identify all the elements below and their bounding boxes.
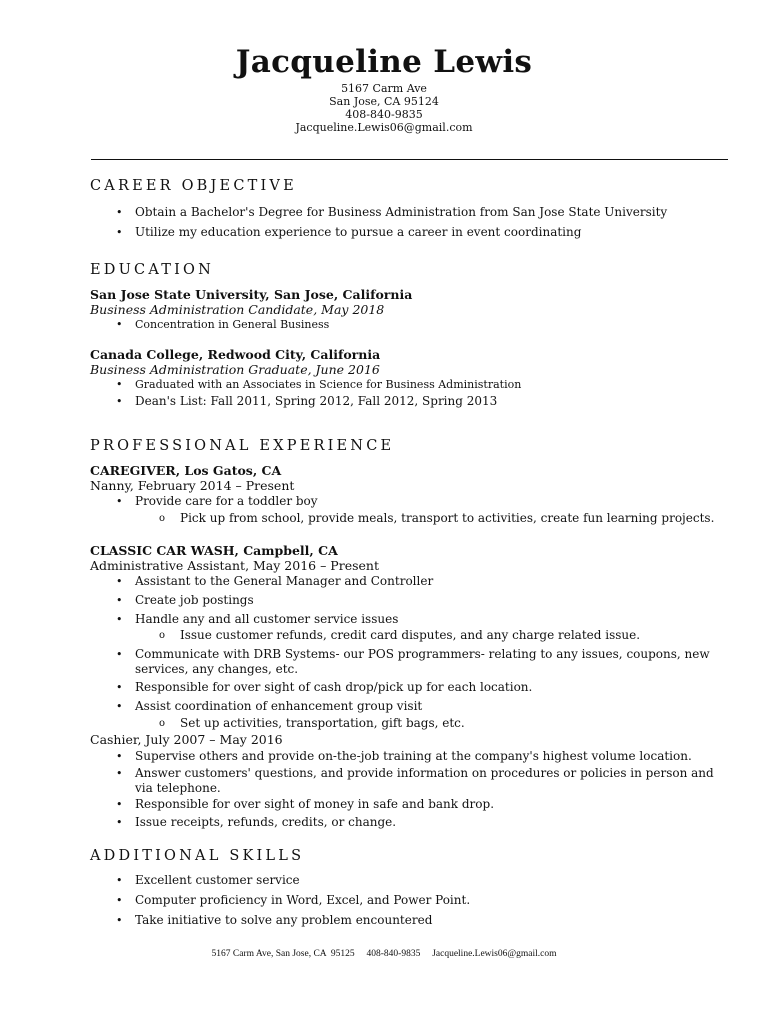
school-degree: Business Administration Candidate, May 2018 bbox=[90, 302, 385, 317]
sub-bullet: o bbox=[159, 630, 166, 641]
job-item: Supervise others and provide on-the-job training at the company's highest volume location. bbox=[135, 749, 692, 763]
bullet: • bbox=[116, 750, 123, 763]
resume-name: Jacqueline Lewis bbox=[235, 44, 533, 80]
bullet: • bbox=[116, 226, 123, 239]
section-title-experience: PROFESSIONAL EXPERIENCE bbox=[90, 438, 395, 454]
section-title-objective: CAREER OBJECTIVE bbox=[90, 178, 297, 194]
job-item: Provide care for a toddler boy bbox=[135, 494, 318, 508]
bullet: • bbox=[116, 648, 123, 661]
job-item: Issue receipts, refunds, credits, or change. bbox=[135, 815, 397, 829]
bullet: • bbox=[116, 767, 123, 780]
bullet: • bbox=[116, 874, 123, 887]
skill-item: Take initiative to solve any problem encountered bbox=[135, 913, 433, 927]
contact-street: 5167 Carm Ave bbox=[341, 82, 427, 95]
bullet: • bbox=[116, 798, 123, 811]
education-item: Concentration in General Business bbox=[135, 318, 330, 331]
job-role: Administrative Assistant, May 2016 – Present bbox=[90, 558, 379, 573]
job-subitem: Pick up from school, provide meals, transport to activities, create fun learning projects. bbox=[180, 511, 715, 525]
education-item: Dean's List: Fall 2011, Spring 2012, Fall 2012, Spring 2013 bbox=[135, 394, 498, 408]
education-item: Graduated with an Associates in Science for Business Administration bbox=[135, 378, 522, 391]
job-subitem: Set up activities, transportation, gift bags, etc. bbox=[180, 716, 465, 730]
job-item-continued: via telephone. bbox=[135, 781, 221, 795]
objective-item: Utilize my education experience to pursue a career in event coordinating bbox=[135, 225, 582, 239]
sub-bullet: o bbox=[159, 718, 166, 729]
job-item: Answer customers' questions, and provide information on procedures or policies in person and bbox=[135, 766, 714, 780]
bullet: • bbox=[116, 700, 123, 713]
section-title-education: EDUCATION bbox=[90, 262, 214, 278]
job-subitem: Issue customer refunds, credit card disputes, and any charge related issue. bbox=[180, 628, 641, 642]
job-item: Create job postings bbox=[135, 593, 254, 607]
bullet: • bbox=[116, 613, 123, 626]
header-divider bbox=[91, 159, 728, 160]
job-item: Assistant to the General Manager and Controller bbox=[135, 574, 434, 588]
school-name: San Jose State University, San Jose, California bbox=[90, 287, 413, 302]
skill-item: Computer proficiency in Word, Excel, and Power Point. bbox=[135, 893, 471, 907]
school-degree: Business Administration Graduate, June 2016 bbox=[90, 362, 380, 377]
sub-bullet: o bbox=[159, 513, 166, 524]
bullet: • bbox=[116, 206, 123, 219]
job-employer: CLASSIC CAR WASH, Campbell, CA bbox=[90, 543, 338, 558]
page-footer: 5167 Carm Ave, San Jose, CA 95125 408-840-9835 Jacqueline.Lewis06@gmail.com bbox=[211, 949, 557, 959]
contact-city: San Jose, CA 95124 bbox=[329, 95, 439, 108]
job-item-continued: services, any changes, etc. bbox=[135, 662, 299, 676]
job-employer: CAREGIVER, Los Gatos, CA bbox=[90, 463, 282, 478]
section-title-skills: ADDITIONAL SKILLS bbox=[90, 848, 305, 864]
objective-item: Obtain a Bachelor's Degree for Business Administration from San Jose State University bbox=[135, 205, 668, 219]
bullet: • bbox=[116, 395, 123, 408]
bullet: • bbox=[116, 681, 123, 694]
job-item: Communicate with DRB Systems- our POS programmers- relating to any issues, coupons, new bbox=[135, 647, 710, 661]
job-role: Nanny, February 2014 – Present bbox=[90, 478, 295, 493]
bullet: • bbox=[116, 378, 123, 391]
bullet: • bbox=[116, 575, 123, 588]
job-item: Assist coordination of enhancement group visit bbox=[135, 699, 423, 713]
bullet: • bbox=[116, 816, 123, 829]
contact-phone: 408-840-9835 bbox=[345, 108, 423, 121]
contact-email: Jacqueline.Lewis06@gmail.com bbox=[295, 121, 473, 134]
skill-item: Excellent customer service bbox=[135, 873, 300, 887]
bullet: • bbox=[116, 495, 123, 508]
job-item: Responsible for over sight of money in safe and bank drop. bbox=[135, 797, 495, 811]
job-item: Handle any and all customer service issues bbox=[135, 612, 399, 626]
bullet: • bbox=[116, 894, 123, 907]
school-name: Canada College, Redwood City, California bbox=[90, 347, 381, 362]
bullet: • bbox=[116, 318, 123, 331]
contact-block bbox=[0, 82, 768, 134]
job-item: Responsible for over sight of cash drop/pick up for each location. bbox=[135, 680, 533, 694]
bullet: • bbox=[116, 914, 123, 927]
job-role: Cashier, July 2007 – May 2016 bbox=[90, 732, 283, 747]
bullet: • bbox=[116, 594, 123, 607]
